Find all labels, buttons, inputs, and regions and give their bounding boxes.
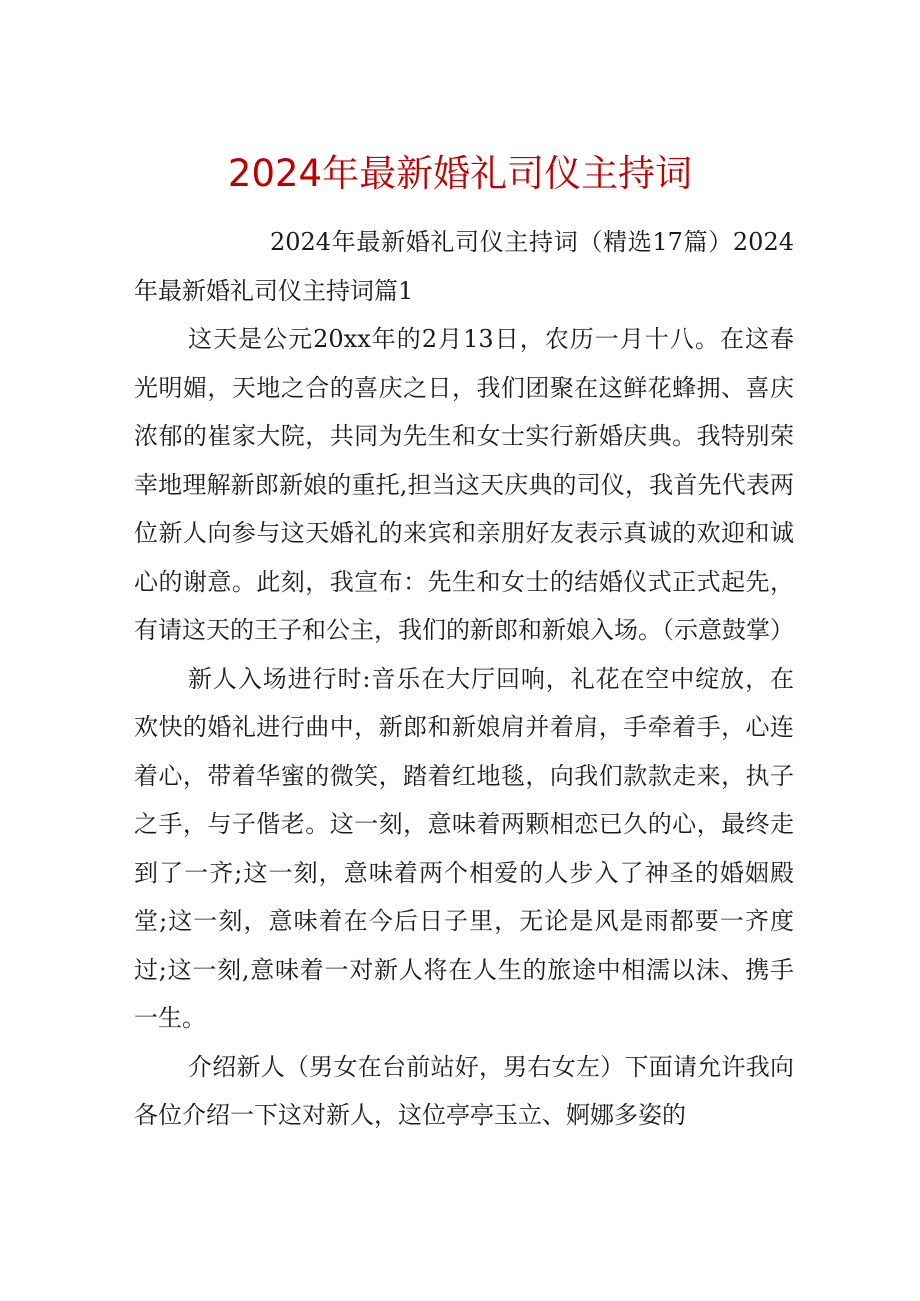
- paragraph-2: 新人入场进行时:音乐在大厅回响，礼花在空中绽放，在欢快的婚礼进行曲中，新郎和新娘肩并着肩，手牵着手，心连着心，带着华蜜的微笑，踏着红地毯，向我们款款走来，执子之手，与子偕老。这一刻，意味着两颗相恋已久的心，最终走到了一齐;这一刻，意味着两个相爱的人步入了神圣的婚姻殿堂;这一刻，意味着在今后日子里，无论是风是雨都要一齐度过;这一刻,意味着一对新人将在人生的旅途中相濡以沫、携手一生。: [134, 664, 794, 1032]
- paragraph-1: 这天是公元20xx年的2月13日，农历一月十八。在这春光明媚，天地之合的喜庆之日，我们团聚在这鲜花蜂拥、喜庆浓郁的崔家大院，共同为先生和女士实行新婚庆典。我特别荣幸地理解新郎新娘的重托,担当这天庆典的司仪，我首先代表两位新人向参与这天婚礼的来宾和亲朋好友表示真诚的欢迎和诚心的谢意。此刻，我宣布：先生和女士的结婚仪式正式起先，有请这天的王子和公主，我们的新郎和新娘入场。（示意鼓掌）: [134, 325, 794, 644]
- document-title: 2024年最新婚礼司仪主持词: [227, 152, 693, 195]
- document-subtitle: 2024年最新婚礼司仪主持词（精选17篇）2024年最新婚礼司仪主持词篇1: [134, 228, 794, 305]
- document-body: [134, 218, 794, 1140]
- paragraph-3: 介绍新人（男女在台前站好，男右女左）下面请允许我向各位介绍一下这对新人，这位亭亭玉立、婀娜多姿的: [134, 1052, 794, 1129]
